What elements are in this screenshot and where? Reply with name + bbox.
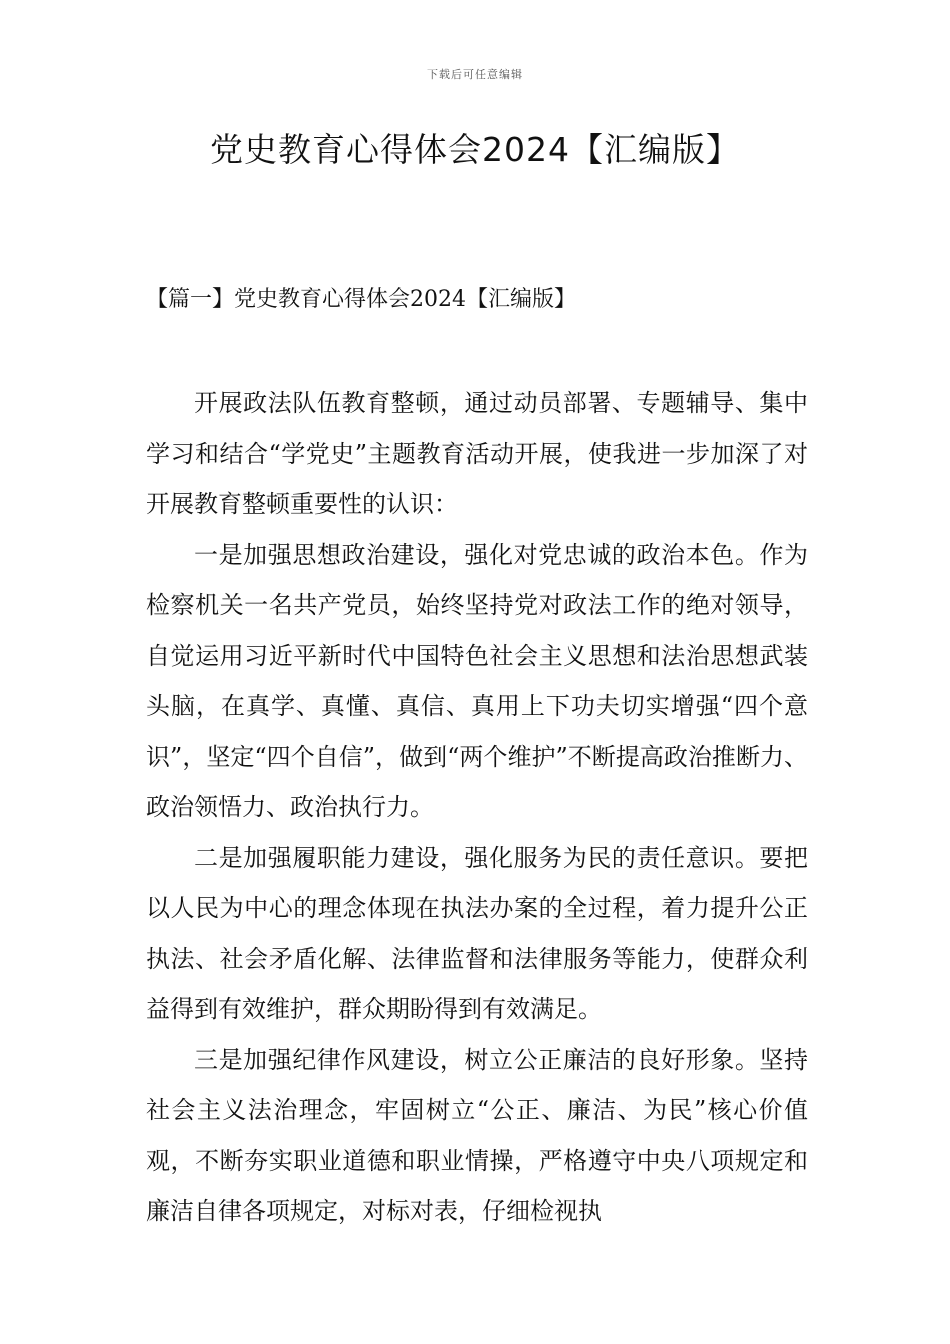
paragraph-capability: 二是加强履职能力建设，强化服务为民的责任意识。要把以人民为中心的理念体现在执法办案的全过程，着力提升公正执法、社会矛盾化解、法律监督和法律服务等能力，使群众利益得到有效维护，群众期盼得到有效满足。	[146, 843, 808, 1023]
paragraph-political: 一是加强思想政治建设，强化对党忠诚的政治本色。作为检察机关一名共产党员，始终坚持党对政法工作的绝对领导，自觉运用习近平新时代中国特色社会主义思想和法治思想武装头脑，在真学、真懂、真信、真用上下功夫切实增强“四个意识”，坚定“四个自信”，做到“两个维护”不断提高政治推断力、政治领悟力、政治执行力。	[146, 540, 808, 821]
section-title: 【篇一】党史教育心得体会2024【汇编版】	[146, 287, 576, 312]
document-body	[146, 378, 808, 1237]
paragraph-intro: 开展政法队伍教育整顿，通过动员部署、专题辅导、集中学习和结合“学党史”主题教育活动开展，使我进一步加深了对开展教育整顿重要性的认识：	[146, 389, 808, 518]
header-note: 下载后可任意编辑	[427, 68, 523, 81]
paragraph-discipline: 三是加强纪律作风建设，树立公正廉洁的良好形象。坚持社会主义法治理念，牢固树立“公正、廉洁、为民”核心价值观，不断夯实职业道德和职业情操，严格遵守中央八项规定和廉洁自律各项规定，对标对表，仔细检视执	[146, 1045, 808, 1225]
page-title: 党史教育心得体会2024【汇编版】	[210, 130, 740, 169]
